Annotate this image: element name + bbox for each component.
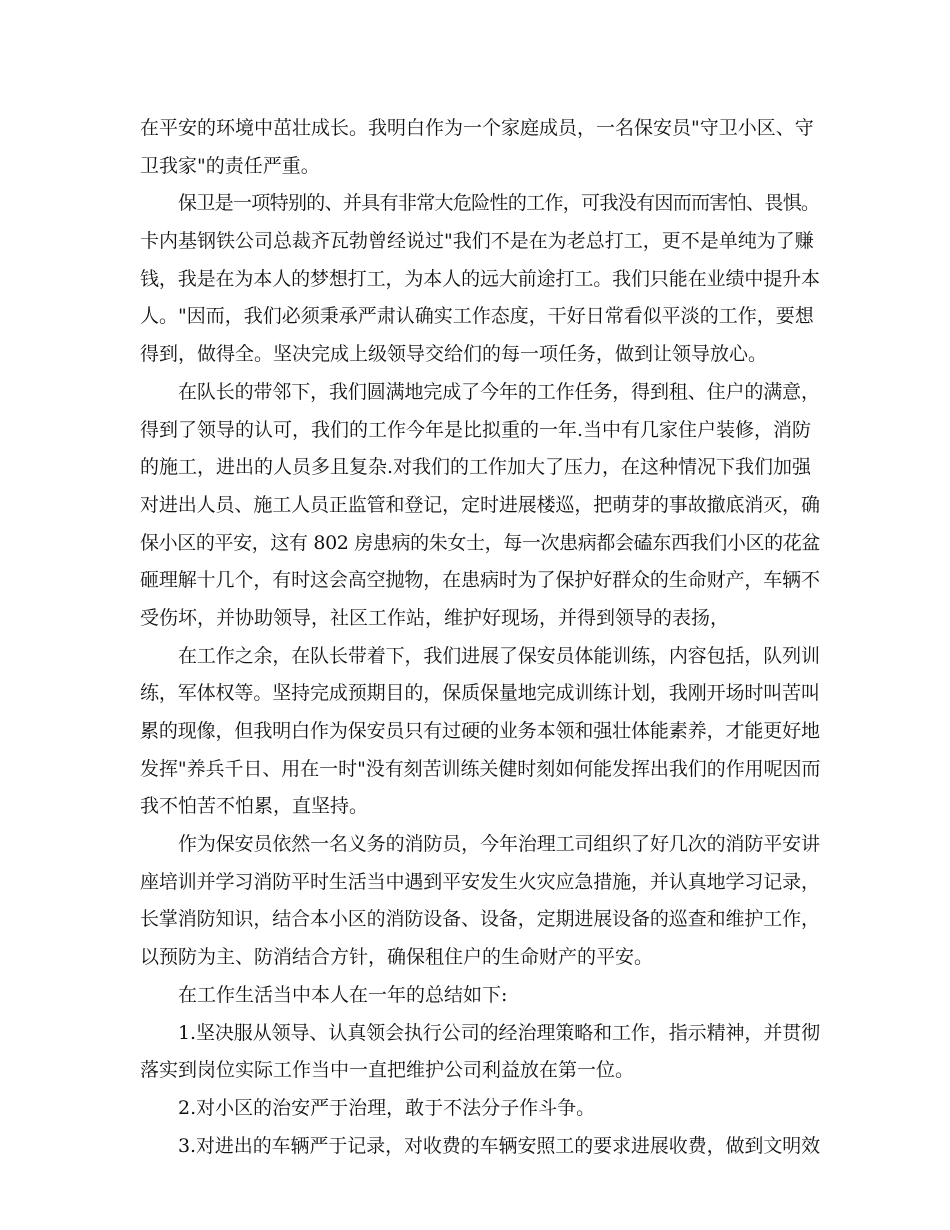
text-line: 2.对小区的治安严于治理，敢于不法分子作斗争。 <box>178 1096 596 1119</box>
text-line: 在工作生活当中本人在一年的总结如下: <box>178 983 508 1006</box>
text-line: 在工作之余，在队长带着下，我们进展了保安员体能训练，内容包括，队列训 <box>178 644 820 667</box>
text-line: 我不怕苦不怕累，直坚持。 <box>140 795 369 818</box>
text-line: 长掌消防知识，结合本小区的消防设备、设备，定期进展设备的巡查和维护工作， <box>140 908 820 931</box>
text-line: 保小区的平安，这有 802 房患病的朱女士，每一次患病都会磕东西我们小区的花盆 <box>140 531 820 554</box>
text-line: 在平安的环境中茁壮成长。我明白作为一个家庭成员，一名保安员"守卫小区、守 <box>140 117 814 139</box>
text-line: 3.对进出的车辆严于记录，对收费的车辆安照工的要求进展收费，做到文明效 <box>178 1134 821 1157</box>
text-line: 得到，做得全。坚决完成上级领导交给们的每一项任务，做到让领导放心。 <box>140 343 768 366</box>
text-line: 座培训并学习消防平时生活当中遇到平安发生火灾应急措施，并认真地学习记录， <box>140 870 820 893</box>
text-line: 1.坚决服从领导、认真领会执行公司的经治理策略和工作，指示精神，并贯彻 <box>178 1021 821 1044</box>
text-line: 对进出人员、施工人员正监管和登记，定时进展楼巡，把萌芽的事故撤底消灭，确 <box>140 493 820 516</box>
text-line: 以预防为主、防消结合方针，确保租住户的生命财产的平安。 <box>140 946 654 969</box>
text-line: 发挥"养兵千日、用在一时"没有刻苦训练关健时刻如何能发挥出我们的作用呢因而 <box>140 757 821 780</box>
text-line: 作为保安员依然一名义务的消防员，今年治理工司组织了好几次的消防平安讲 <box>178 833 820 856</box>
text-line: 卫我家"的责任严重。 <box>140 154 320 177</box>
text-line: 累的现像，但我明白作为保安员只有过硬的业务本领和强壮体能素养，才能更好地 <box>140 720 820 742</box>
text-line: 练，军体权等。坚持完成预期目的，保质保量地完成训练计划，我刚开场时叫苦叫 <box>140 682 820 705</box>
text-line: 落实到岗位实际工作当中一直把维护公司利益放在第一位。 <box>140 1059 635 1082</box>
text-line: 卡内基钢铁公司总裁齐瓦勃曾经说过"我们不是在为老总打工，更不是单纯为了赚 <box>140 230 814 253</box>
text-line: 保卫是一项特别的、并具有非常大危险性的工作，可我没有因而而害怕、畏惧。 <box>178 192 820 215</box>
text-line: 人。"因而，我们必须秉承严肃认确实工作态度，干好日常看似平淡的工作，要想 <box>140 305 814 328</box>
text-line: 砸理解十几个，有时这会高空抛物，在患病时为了保护好群众的生命财产，车辆不 <box>140 569 820 592</box>
text-line: 受伤坏，并协助领导，社区工作站，维护好现场，并得到领导的表扬， <box>140 606 730 629</box>
text-line: 钱，我是在为本人的梦想打工，为本人的远大前途打工。我们只能在业绩中提升本 <box>140 267 820 290</box>
text-line: 得到了领导的认可，我们的工作今年是比拟重的一年.当中有几家住户装修，消防 <box>140 418 812 441</box>
document-body <box>140 110 821 1165</box>
text-line: 在队长的带邻下，我们圆满地完成了今年的工作任务，得到租、住户的满意， <box>178 380 820 403</box>
text-line: 的施工，进出的人员多且复杂.对我们的工作加大了压力，在这种情况下我们加强 <box>140 456 812 479</box>
